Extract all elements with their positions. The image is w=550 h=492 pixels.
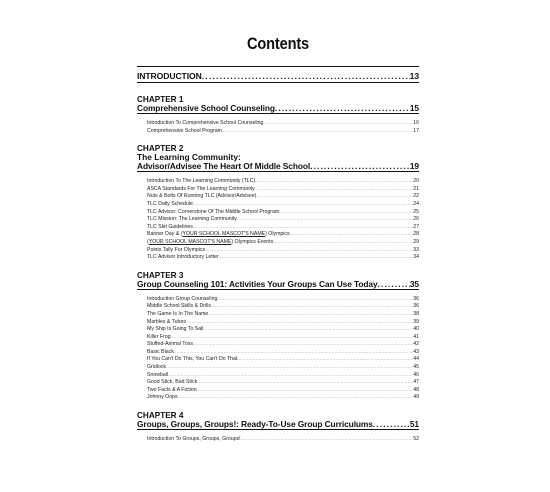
mascot-placeholder: YOUR SCHOOL MASCOT'S NAME xyxy=(148,238,232,245)
toc-entry-page: 29 xyxy=(413,238,419,245)
chapter-page-number: 19 xyxy=(409,162,419,172)
toc-entry-title: TLC Advisor Introductory Letter xyxy=(147,254,219,261)
leader-dots xyxy=(255,185,413,193)
toc-entry[interactable] xyxy=(137,435,419,443)
toc-entry[interactable] xyxy=(137,127,419,135)
leader-dots xyxy=(202,71,410,82)
toc-entry[interactable] xyxy=(137,238,419,246)
leader-dots xyxy=(263,119,413,127)
toc-entry-page: 21 xyxy=(413,185,419,192)
leader-dots xyxy=(186,318,413,326)
toc-intro-page: 13 xyxy=(409,71,419,81)
toc-entry-page: 27 xyxy=(413,223,419,230)
chapter-heading[interactable] xyxy=(137,162,419,171)
toc-entry[interactable] xyxy=(137,302,419,310)
toc-entry-page: 47 xyxy=(413,379,419,386)
toc-entry[interactable] xyxy=(137,246,419,254)
chapter-entries xyxy=(137,295,419,401)
leader-dots xyxy=(166,363,413,371)
chapter-entries xyxy=(137,119,419,134)
toc-entry[interactable] xyxy=(137,185,419,193)
leader-dots xyxy=(237,355,413,363)
toc-entry-page: 16 xyxy=(413,120,419,126)
leader-dots xyxy=(208,310,413,318)
toc-entry[interactable] xyxy=(137,333,419,341)
chapter-heading-text: Comprehensive School Counseling xyxy=(137,104,275,113)
toc-entry[interactable] xyxy=(137,340,419,348)
chapter-entries xyxy=(137,435,419,443)
toc-entry[interactable] xyxy=(137,253,419,261)
toc-entry-page: 44 xyxy=(413,356,419,363)
toc-entry-title: TLC Skit Guidelines xyxy=(147,223,193,230)
chapter-label: CHAPTER 1 xyxy=(137,95,184,104)
leader-dots xyxy=(222,127,413,135)
toc-entry-page: 39 xyxy=(413,318,419,325)
toc-entry-page: 42 xyxy=(413,341,419,348)
leader-dots xyxy=(279,208,413,216)
toc-entry-title: My Ship Is Going To Sail xyxy=(147,326,204,333)
chapter-section xyxy=(137,411,419,443)
chapter-heading-line: The Learning Community: xyxy=(137,152,241,163)
leader-dots xyxy=(178,393,414,401)
toc-entry-title: Comprehensive School Program xyxy=(147,127,222,134)
chapter-page-number: 35 xyxy=(409,279,419,289)
leader-dots xyxy=(255,177,413,185)
toc-entry[interactable] xyxy=(137,348,419,356)
chapter-label: CHAPTER 4 xyxy=(137,411,184,421)
leader-dots xyxy=(193,340,413,348)
toc-entry-page: 46 xyxy=(413,371,419,378)
chapter-heading[interactable] xyxy=(137,420,419,429)
toc-entry-page: 49 xyxy=(413,394,419,401)
toc-entry-title: Two Facts & A Fiction xyxy=(147,386,197,393)
leader-dots xyxy=(373,420,410,429)
toc-entry[interactable] xyxy=(137,325,419,333)
toc-entry-page: 17 xyxy=(413,127,419,134)
chapter-label: CHAPTER 3 xyxy=(137,270,184,280)
chapter-divider xyxy=(137,171,419,172)
chapter-page-number: 15 xyxy=(409,104,419,113)
leader-dots xyxy=(256,192,413,200)
toc-entry-title: Nuts & Bolts Of Running TLC (Advisor/Advisee) xyxy=(147,193,257,200)
chapter-page-number: 51 xyxy=(409,420,419,430)
toc-entry[interactable] xyxy=(137,192,419,200)
toc-entry-title xyxy=(147,231,290,238)
toc-entry-page: 26 xyxy=(413,216,419,223)
page-title: Contents xyxy=(247,34,309,53)
leader-dots xyxy=(275,104,410,113)
leader-dots xyxy=(273,238,413,246)
leader-dots xyxy=(219,253,413,261)
chapter-heading[interactable] xyxy=(137,104,419,113)
toc-entry-title: Introduction To Groups, Groups, Groups! xyxy=(147,436,241,443)
leader-dots xyxy=(193,223,413,231)
toc-entry[interactable] xyxy=(137,223,419,231)
chapter-section xyxy=(137,144,419,261)
toc-intro-label: INTRODUCTION xyxy=(137,71,202,81)
leader-dots xyxy=(168,371,413,379)
toc-entry[interactable] xyxy=(137,215,419,223)
toc-entry-page: 28 xyxy=(413,231,419,238)
toc-entry-page: 40 xyxy=(413,326,419,333)
leader-dots xyxy=(205,246,413,254)
leader-dots xyxy=(197,378,413,386)
toc-entry[interactable] xyxy=(137,119,419,127)
toc-entry-page: 38 xyxy=(413,310,419,317)
toc-entry-page: 43 xyxy=(413,348,419,355)
toc-entry-title: Marbles & Tubes xyxy=(147,318,186,325)
toc-entry-page: 24 xyxy=(413,200,419,207)
toc-entry-page: 20 xyxy=(413,178,419,185)
toc-entry-title: Introduction To The Learning Community (TLC) xyxy=(147,178,256,185)
toc-entry-title-post: ) Olympics Events xyxy=(231,238,274,245)
toc-entry-page: 33 xyxy=(413,246,419,253)
chapter-heading[interactable] xyxy=(137,280,419,289)
toc-entry[interactable] xyxy=(137,295,419,303)
toc-entry-title: Introduction To Comprehensive School Counseling xyxy=(147,120,264,126)
chapter-section xyxy=(137,95,419,134)
toc-intro-entry[interactable] xyxy=(137,71,419,82)
leader-dots xyxy=(171,333,414,341)
mascot-placeholder: YOUR SCHOOL MASCOT'S NAME xyxy=(182,231,266,238)
toc-entry[interactable] xyxy=(137,177,419,185)
toc-entry-title: TLC Advisor: Cornerstone Of The Middle School Program xyxy=(147,208,280,215)
toc-entry[interactable] xyxy=(137,393,419,401)
leader-dots xyxy=(217,295,413,303)
chapter-heading-text: Groups, Groups, Groups!: Ready-To-Use Group Curriculums xyxy=(137,420,373,430)
toc-entry-title: Middle School Skills & Drills xyxy=(147,303,211,310)
title-divider xyxy=(137,66,419,67)
toc-entry[interactable] xyxy=(137,208,419,216)
toc-entry-title: The Game Is In The Name xyxy=(147,310,209,317)
toc-entry-title-pre: ( xyxy=(147,238,149,245)
leader-dots xyxy=(237,215,413,223)
toc-entry[interactable] xyxy=(137,363,419,371)
leader-dots xyxy=(241,435,414,443)
toc-entry[interactable] xyxy=(137,318,419,326)
toc-entry-page: 41 xyxy=(413,333,419,340)
toc-entry-page: 34 xyxy=(413,254,419,261)
leader-dots xyxy=(203,325,413,333)
toc-entry-title: Stuffed-Animal Toss xyxy=(147,341,193,348)
toc-entry[interactable] xyxy=(137,310,419,318)
toc-entry[interactable] xyxy=(137,386,419,394)
leader-dots xyxy=(310,162,410,171)
leader-dots xyxy=(378,280,410,289)
chapter-heading-text: Advisor/Advisee The Heart Of Middle School xyxy=(137,162,311,172)
toc-entry-title: If You Can't Do This, You Can't Do That xyxy=(147,356,238,363)
toc-entry-title: ASCA Standards For The Learning Community xyxy=(147,185,255,192)
toc-entry[interactable] xyxy=(137,371,419,379)
chapter-list xyxy=(137,95,419,443)
toc-entry-page: 25 xyxy=(413,208,419,215)
leader-dots xyxy=(193,200,413,208)
chapter-divider xyxy=(137,429,419,430)
toc-entry[interactable] xyxy=(137,200,419,208)
toc-entry-page: 48 xyxy=(413,386,419,393)
chapter-entries xyxy=(137,177,419,261)
toc-entry-page: 22 xyxy=(413,193,419,200)
chapter-heading-text: Group Counseling 101: Activities Your Groups Can Use Today xyxy=(137,279,378,289)
toc-entry-title: Gridlock xyxy=(147,364,167,371)
leader-dots xyxy=(174,348,413,356)
toc-entry-page: 52 xyxy=(413,436,419,443)
leader-dots xyxy=(290,230,414,238)
chapter-label: CHAPTER 2 xyxy=(137,144,184,154)
toc-entry[interactable] xyxy=(137,355,419,363)
contents-page xyxy=(137,34,419,443)
toc-entry-title xyxy=(147,239,273,246)
intro-divider xyxy=(137,82,419,83)
toc-entry-title-post: ) Olympics xyxy=(265,231,290,238)
toc-entry-title: TLC Mission: The Learning Community xyxy=(147,216,237,223)
toc-entry-title: Basic Black xyxy=(147,348,174,355)
toc-entry-title: Johnny Oops xyxy=(147,394,178,401)
toc-entry-page: 45 xyxy=(413,364,419,371)
toc-entry-title: Points Tally For Olympics xyxy=(147,246,206,253)
chapter-divider xyxy=(137,289,419,290)
toc-entry-page: 36 xyxy=(413,295,419,302)
toc-entry-title: Good Stick, Bad Stick xyxy=(147,379,198,386)
toc-entry-page: 36 xyxy=(413,303,419,310)
toc-entry[interactable] xyxy=(137,378,419,386)
toc-entry-title: Introduction Group Counseling xyxy=(147,295,218,302)
toc-entry-title-pre: Banner Day & ( xyxy=(147,231,183,238)
toc-entry-title: TLC Daily Schedule xyxy=(147,200,193,207)
toc-entry-title: Killer Frog xyxy=(147,333,171,340)
toc-entry[interactable] xyxy=(137,230,419,238)
leader-dots xyxy=(211,302,413,310)
leader-dots xyxy=(197,386,414,394)
chapter-divider xyxy=(137,113,419,114)
chapter-section xyxy=(137,271,419,401)
toc-entry-title: Snowball xyxy=(147,371,169,378)
